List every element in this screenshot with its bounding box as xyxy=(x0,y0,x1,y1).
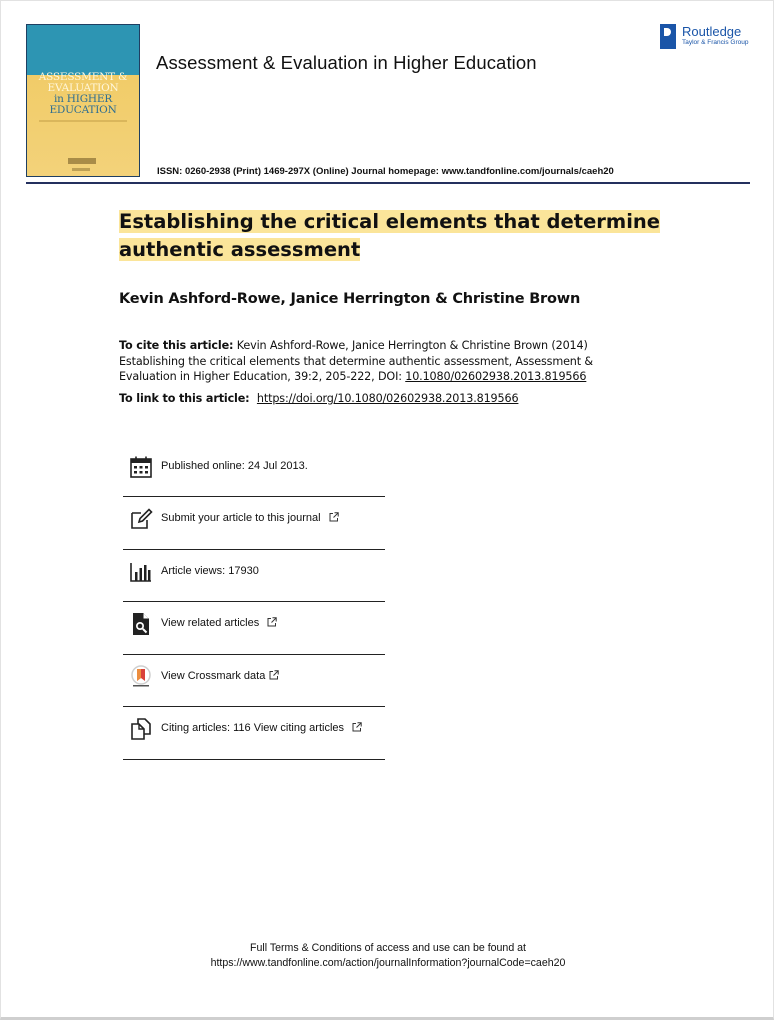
related-articles-label: View related articles xyxy=(161,617,260,630)
related-articles-link[interactable] xyxy=(161,617,277,629)
citation-label: To cite this article: xyxy=(119,339,234,352)
article-info-list xyxy=(123,445,385,760)
related-articles-item[interactable] xyxy=(123,602,385,655)
cover-subtitle-rule xyxy=(39,120,127,122)
external-link-icon xyxy=(329,512,339,522)
cover-line-3: in HIGHER xyxy=(53,93,113,105)
cover-line-1: ASSESSMENT & xyxy=(38,71,128,83)
publisher-subtitle: Taylor & Francis Group xyxy=(682,39,749,46)
bar-chart-icon xyxy=(129,560,153,584)
article-views-item xyxy=(123,550,385,603)
article-link-row xyxy=(119,392,518,405)
publisher-logo[interactable] xyxy=(660,24,760,52)
routledge-logo-icon xyxy=(660,24,676,49)
published-online-label: Published online: 24 Jul 2013. xyxy=(161,460,308,472)
terms-footer xyxy=(0,941,776,971)
publisher-name: Routledge xyxy=(682,24,742,39)
journal-cover-image[interactable] xyxy=(26,24,140,177)
cover-publisher-logo xyxy=(68,158,96,164)
article-authors: Kevin Ashford-Rowe, Janice Herrington & Christine Brown xyxy=(119,291,581,307)
edit-icon xyxy=(129,507,153,531)
published-online-item xyxy=(123,445,385,497)
citation-block xyxy=(119,338,639,385)
citation-text: Kevin Ashford-Rowe, Janice Herrington & Christine Brown (2014) Establishing the critical elements that determine authentic assessment, Assessment & Evaluation in Higher Education, 39:2, 205-222, DOI: xyxy=(119,339,593,383)
header-divider xyxy=(26,182,750,184)
external-link-icon xyxy=(269,670,279,680)
citing-documents-icon xyxy=(129,717,153,741)
citing-articles-label: Citing articles: 116 View citing articles xyxy=(161,722,345,735)
citation-doi-link[interactable]: 10.1080/02602938.2013.819566 xyxy=(405,370,587,383)
article-title-line-1: Establishing the critical elements that determine xyxy=(119,210,661,233)
article-title-line-2: authentic assessment xyxy=(119,238,361,261)
terms-footer-line-1: Full Terms & Conditions of access and use can be found at xyxy=(250,942,526,954)
journal-title: Assessment & Evaluation in Higher Education xyxy=(156,52,537,73)
crossmark-item[interactable] xyxy=(123,655,385,708)
document-search-icon xyxy=(129,612,153,636)
external-link-icon xyxy=(352,722,362,732)
external-link-icon xyxy=(267,617,277,627)
citing-articles-item[interactable] xyxy=(123,707,385,760)
cover-line-2: EVALUATION xyxy=(47,82,119,94)
cover-publisher-mark xyxy=(72,168,90,171)
crossmark-icon xyxy=(129,665,153,689)
article-link-label: To link to this article: xyxy=(119,392,250,405)
submit-article-link[interactable] xyxy=(161,512,339,524)
crossmark-label: View Crossmark data xyxy=(161,669,266,682)
article-title xyxy=(119,208,679,264)
cover-line-4: EDUCATION xyxy=(49,104,117,116)
citing-articles-link[interactable] xyxy=(161,722,362,734)
issn-line[interactable]: ISSN: 0260-2938 (Print) 1469-297X (Online) Journal homepage: www.tandfonline.com/journals/caeh20 xyxy=(157,166,614,177)
article-doi-link[interactable]: https://doi.org/10.1080/02602938.2013.819566 xyxy=(256,392,519,405)
submit-article-label: Submit your article to this journal xyxy=(161,512,321,524)
submit-article-item[interactable] xyxy=(123,497,385,550)
crossmark-link[interactable] xyxy=(161,670,279,682)
terms-footer-link[interactable]: https://www.tandfonline.com/action/journalInformation?journalCode=caeh20 xyxy=(210,957,566,969)
cover-title xyxy=(27,72,139,116)
article-views-label: Article views: 17930 xyxy=(161,564,259,577)
calendar-icon xyxy=(129,455,153,479)
